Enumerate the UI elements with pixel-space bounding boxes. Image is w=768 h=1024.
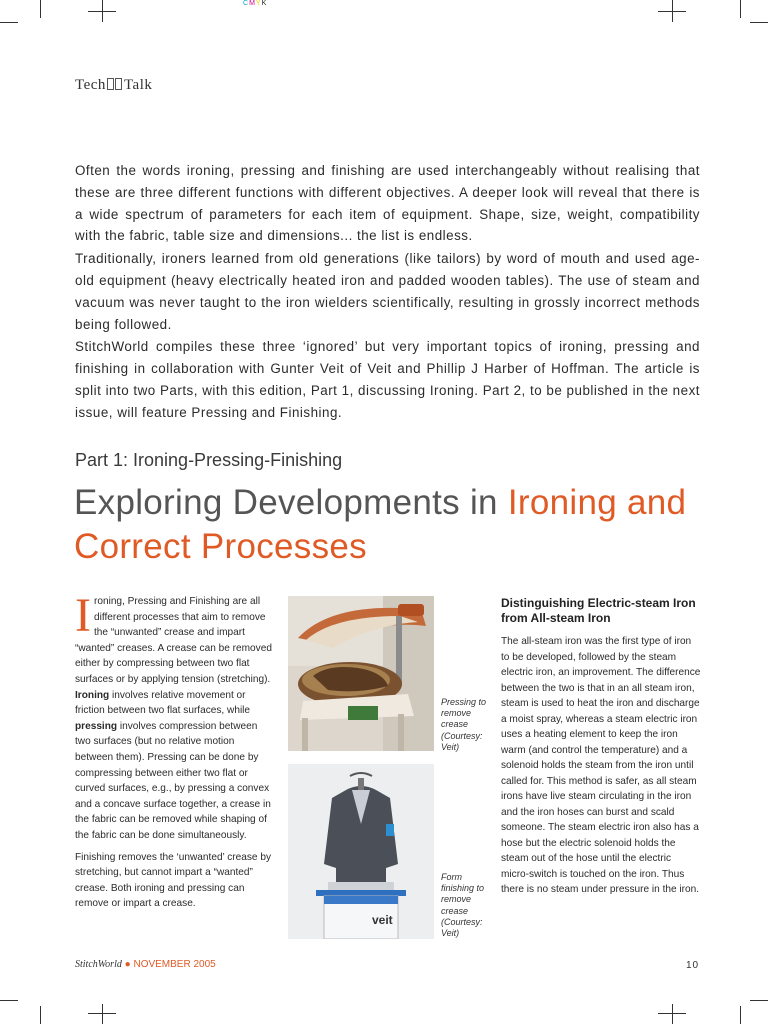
section-logo bbox=[75, 77, 152, 94]
intro-text bbox=[75, 160, 700, 425]
footer-date: NOVEMBER 2005 bbox=[133, 959, 216, 970]
pressing-machine-photo bbox=[288, 596, 434, 751]
intro-paragraph: Traditionally, ironers learned from old generations (like tailors) by word of mouth and used age-old equipment (heavy electrically heated iron and padded wooden tables). The use of steam and vacuum was never taught to the iron wielders scientifically, resulting in grossly incorrect methods being followed. bbox=[75, 251, 700, 332]
article-title-accent: Ironing and Correct Processes bbox=[74, 483, 687, 566]
part-heading: Part 1: Ironing-Pressing-Finishing bbox=[75, 450, 343, 470]
color-mark-y: Y bbox=[255, 0, 262, 7]
registration-mark bbox=[672, 1004, 673, 1024]
photo-caption: Pressing to remove crease (Courtesy: Veit) bbox=[441, 697, 487, 752]
crop-mark bbox=[750, 1000, 768, 1001]
color-mark-c: C bbox=[243, 0, 250, 7]
article-column-3: The all-steam iron was the first type of iron to be developed, followed by the steam electric iron, an improvement. The difference between the two is that in an all steam iron, steam is used to heat the iron and discharge a moist spray, whereas a steam electric iron uses a heating element to keep the iron warm (and control the temperature) and a solenoid holds the steam from the iron until called for. This method is safer, as all steam irons have live steam circulating in the iron and the iron hoses can burst and scald someone. The steam electric iron also has a hose but the electric solenoid holds the steam out of the hose until the electric micro-switch is touched on the iron. Thus there is no steam under pressure in the iron. bbox=[501, 636, 701, 895]
paragraph-text: roning, Pressing and Finishing are all different processes that aim to remove the “unwanted” crease and impart “wanted” creases. A crease can be removed either by compressing between two flat surfaces or by applying tension (stretching). bbox=[75, 596, 272, 685]
gear-grid-icon bbox=[107, 78, 123, 90]
crop-mark bbox=[0, 22, 18, 23]
color-mark-k: K bbox=[261, 0, 268, 7]
crop-mark bbox=[740, 1006, 741, 1024]
drop-cap: I bbox=[75, 589, 91, 642]
photo-caption: Form finishing to remove crease (Courtesy: Veit) bbox=[441, 872, 485, 939]
svg-text:veit: veit bbox=[372, 913, 393, 927]
pressing-machine-illustration bbox=[288, 596, 434, 751]
section-logo-right: Talk bbox=[123, 77, 153, 93]
crop-mark bbox=[750, 22, 768, 23]
registration-mark bbox=[102, 1004, 103, 1024]
color-mark-m: M bbox=[249, 0, 256, 7]
bold-term-ironing: Ironing bbox=[75, 689, 110, 701]
crop-mark bbox=[0, 1000, 18, 1001]
intro-paragraph: Often the words ironing, pressing and finishing are used interchangeably without realising that these are three different functions with different objectives. A deeper look will reveal that there is a wide spectrum of parameters for each item of equipment. Shape, size, weight, compatibility with the fabric, table size and dimensions... the list is endless. bbox=[75, 163, 700, 244]
article-column-1 bbox=[75, 589, 275, 918]
crop-mark bbox=[40, 0, 41, 18]
registration-mark bbox=[672, 0, 673, 22]
paragraph-text: involves compression between two surfaces (but no relative motion between them). Pressing can be done by compressing between either two flat or curved surfaces, e.g., by pressing a convex and a concave surface together, a crease in the fabric can be removed while shaping of the fabric can be done simultaneously. bbox=[75, 720, 271, 841]
crop-mark bbox=[740, 0, 741, 18]
intro-paragraph: StitchWorld compiles these three ‘ignored’ but very important topics of ironing, pressing and finishing in collaboration with Gunter Veit of Veit and Phillip J Harber of Hoffman. The article is split into two Parts, with this edition, Part 1, discussing Ironing. Part 2, to be published in the next issue, will feature Pressing and Finishing. bbox=[75, 339, 700, 420]
form-finisher-photo bbox=[288, 764, 434, 939]
bullet-icon: ● bbox=[124, 959, 131, 970]
bold-term-pressing: pressing bbox=[75, 720, 118, 732]
section-subheading: Distinguishing Electric-steam Iron from All-steam Iron bbox=[501, 596, 696, 625]
column-paragraph: Finishing removes the ‘unwanted’ crease by stretching, but cannot impart a “wanted” crease. Both ironing and pressing can remove or impart a crease. bbox=[75, 851, 271, 910]
page-footer bbox=[75, 959, 216, 970]
footer-brand: StitchWorld bbox=[75, 959, 122, 970]
registration-mark bbox=[102, 0, 103, 22]
page-number: 10 bbox=[686, 960, 700, 971]
section-logo-left: Tech bbox=[75, 77, 106, 93]
color-bar bbox=[243, 0, 267, 7]
crop-mark bbox=[40, 1006, 41, 1024]
column-paragraph bbox=[75, 589, 275, 844]
form-finisher-illustration bbox=[288, 764, 434, 939]
paragraph-text: involves relative movement or friction between two flat surfaces, while bbox=[75, 689, 251, 717]
article-title-plain: Exploring Developments in bbox=[74, 483, 508, 522]
article-title bbox=[74, 481, 714, 569]
